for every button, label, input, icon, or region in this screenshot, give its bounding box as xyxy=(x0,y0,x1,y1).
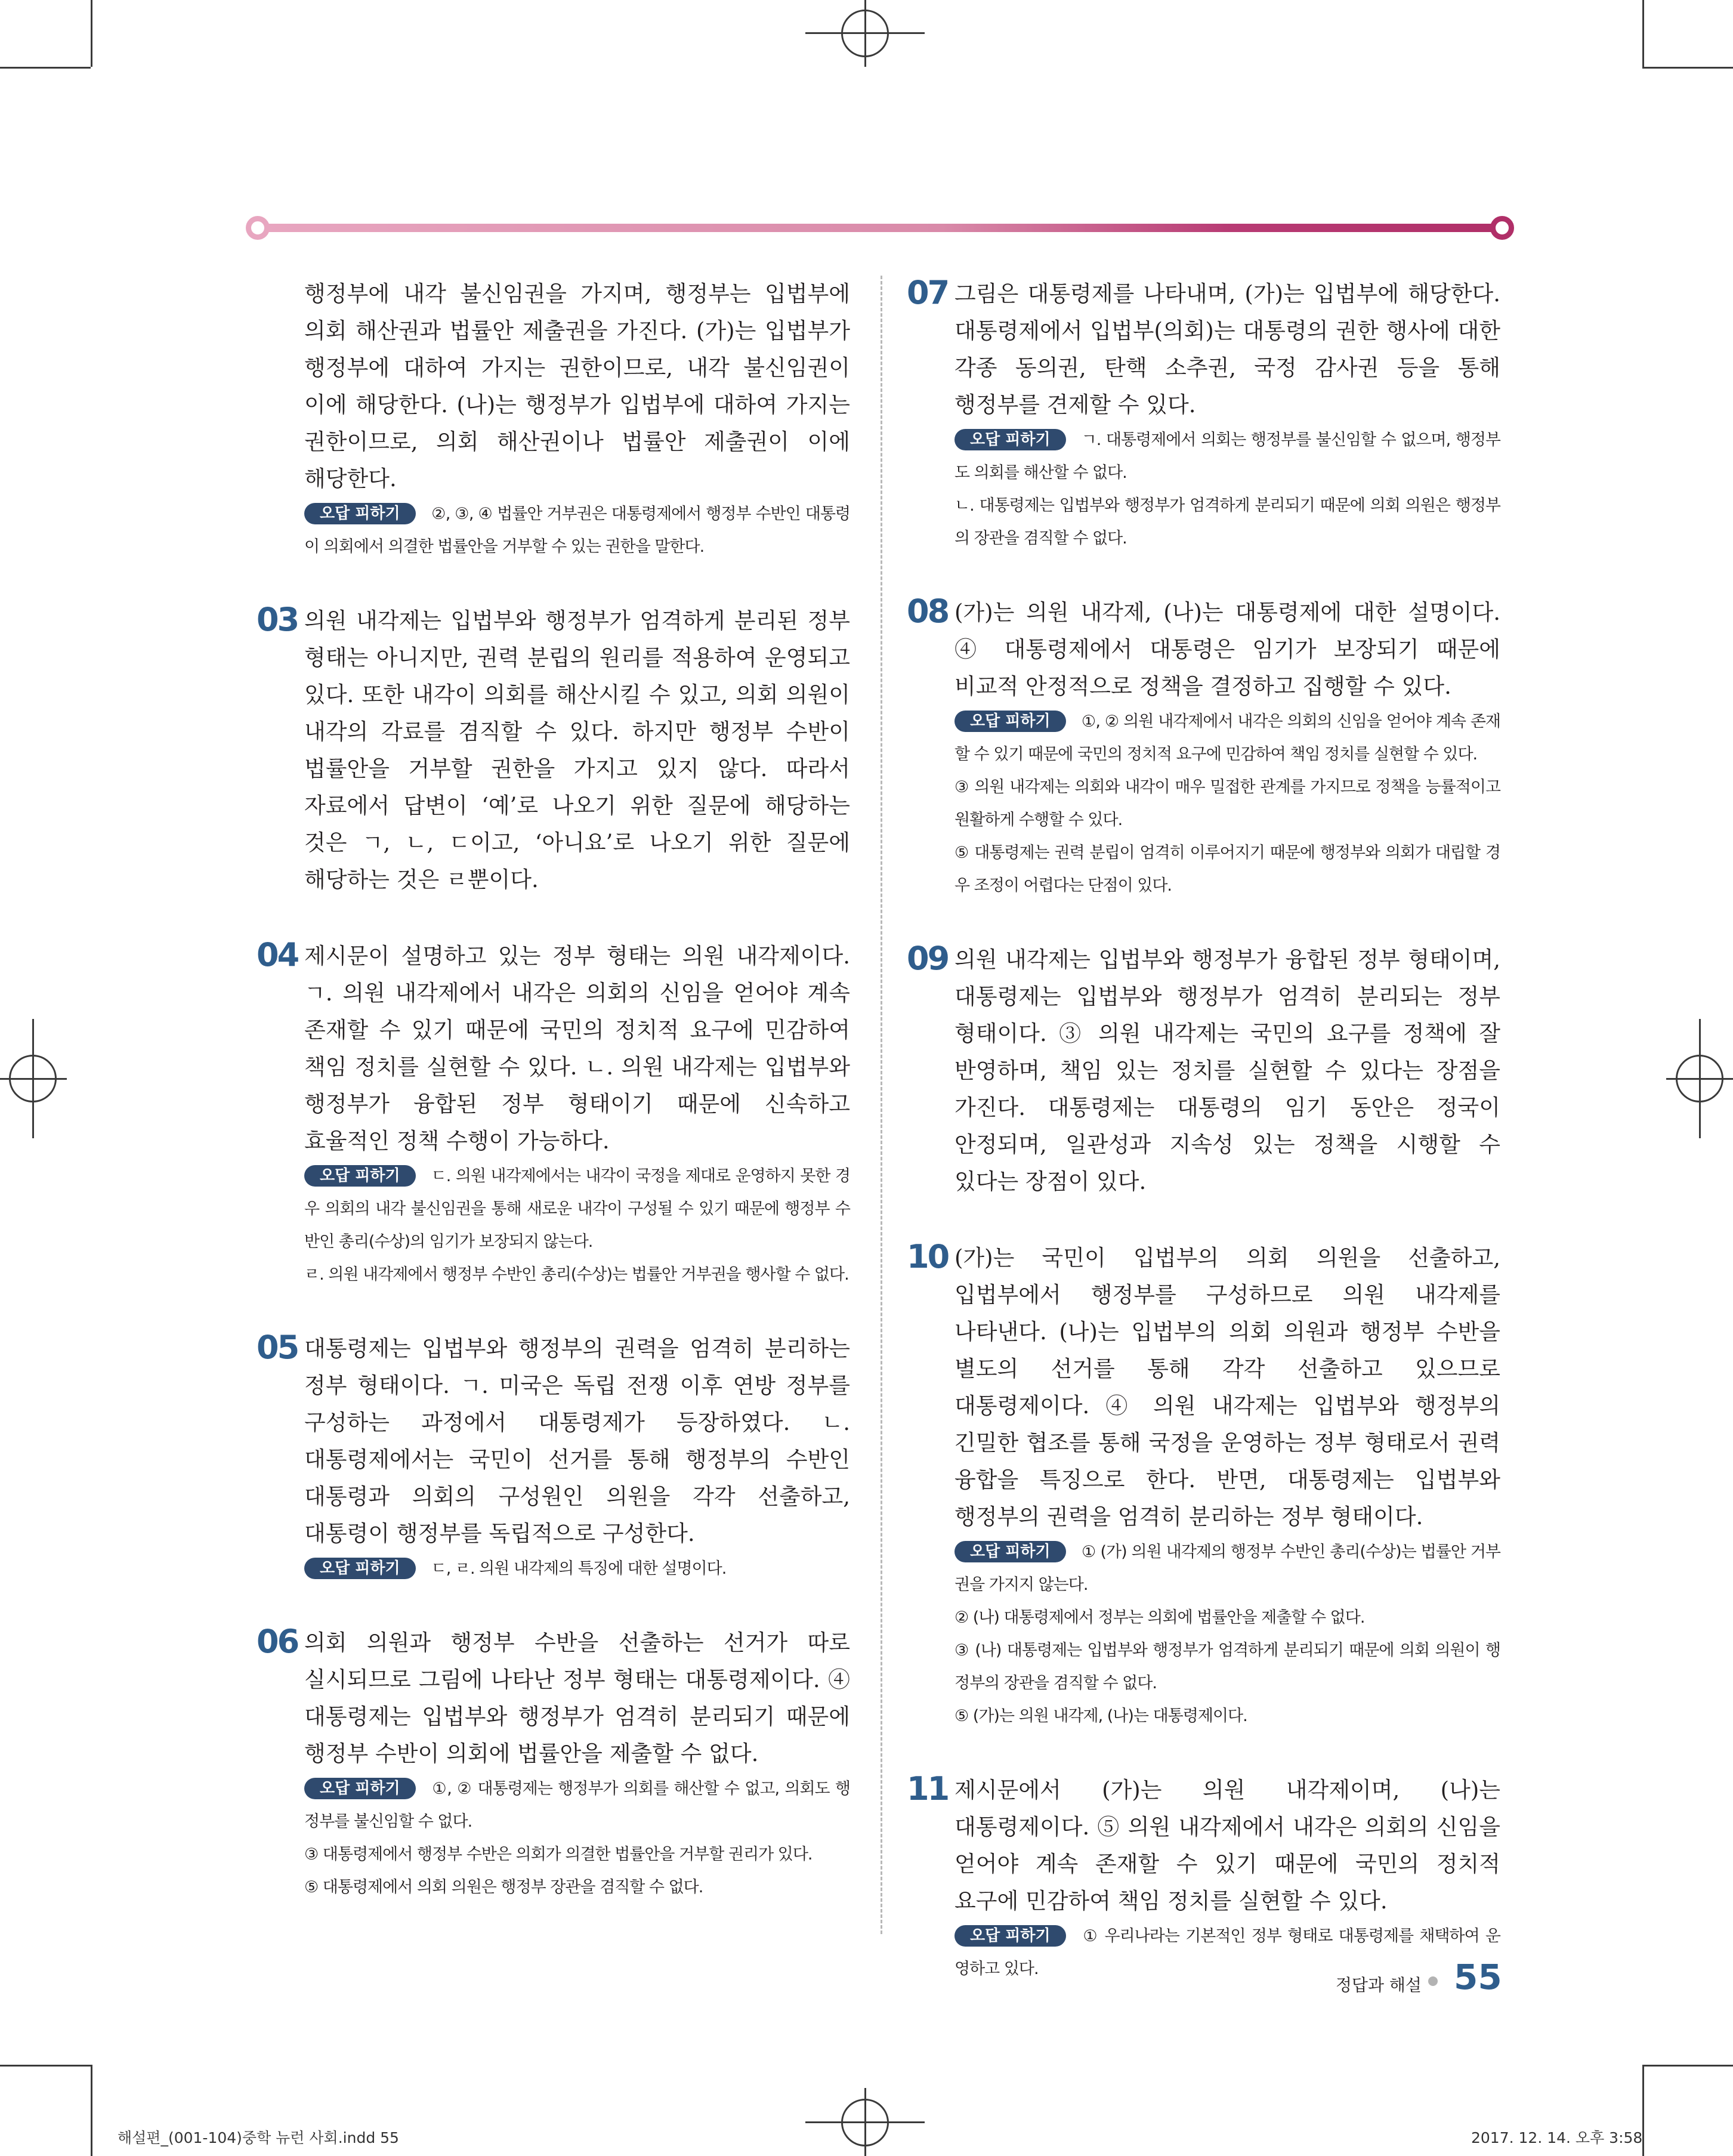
note-text: ① 우리나라는 기본적인 정부 형태로 대통령제를 채택하여 운영하고 있다. xyxy=(954,1927,1500,1978)
answer-explanation: 제시문에서 (가)는 의원 내각제이며, (나)는 대통령제이다. ⑤ 의원 내각제에서 내각은 의회의 신임을 얻어야 계속 존재할 수 있기 때문에 국민의 정치적 요구에 민감하여 책임 정치를 실현할 수 있다. xyxy=(954,1777,1500,1914)
wrong-answer-note-line: ③ 대통령제에서 행정부 수반은 의회가 의결한 법률안을 거부할 권리가 있다. xyxy=(304,1845,813,1864)
note-text: ㄷ. 의원 내각제에서는 내각이 국정을 제대로 운영하지 못한 경우 의회의 내각 불신임권을 통해 새로운 내각이 구성될 수 있기 때문에 행정부 수반인 총리(수상)의 임기가 보장되지 않는다. xyxy=(304,1167,850,1251)
answer-explanation: 의회 의원과 행정부 수반을 선출하는 선거가 따로 실시되므로 그림에 나타난 정부 형태는 대통령제이다. ④ 대통령제는 입법부와 행정부가 엄격히 분리되기 때문에 행정부 수반이 의회에 법률안을 제출할 수 없다. xyxy=(304,1630,850,1766)
note-text: ①, ② 의원 내각제에서 내각은 의회의 신임을 얻어야 계속 존재할 수 있기 때문에 국민의 정치적 요구에 민감하여 책임 정치를 실현할 수 있다. xyxy=(954,712,1500,764)
registration-mark xyxy=(805,2088,925,2156)
wrong-answer-badge: 오답 피하기 xyxy=(954,711,1066,732)
wrong-answer-note-line: ㄴ. 대통령제는 입법부와 행정부가 엄격하게 분리되기 때문에 의회 의원은 행정부의 장관을 겸직할 수 없다. xyxy=(954,496,1500,548)
answer-item-07 xyxy=(907,274,1500,555)
answer-item-10 xyxy=(907,1238,1500,1732)
wrong-answer-note-line: ③ (나) 대통령제는 입법부와 행정부가 엄격하게 분리되기 때문에 의회 의원이 행정부의 장관을 겸직할 수 없다. xyxy=(954,1641,1500,1692)
wrong-answer-badge: 오답 피하기 xyxy=(304,1558,416,1579)
crop-mark xyxy=(1642,67,1733,69)
answer-item-05 xyxy=(257,1329,851,1585)
question-number: 08 xyxy=(907,592,949,630)
print-slug-timestamp: 2017. 12. 14. 오후 3:58 xyxy=(1471,2129,1643,2146)
question-number: 05 xyxy=(257,1329,298,1366)
answer-explanation: 제시문이 설명하고 있는 정부 형태는 의원 내각제이다. ㄱ. 의원 내각제에서 내각은 의회의 신임을 얻어야 계속 존재할 수 있기 때문에 국민의 정치적 요구에 민감하여 책임 정치를 실현할 수 있다. ㄴ. 의원 내각제는 입법부와 행정부가 융합된 정부 형태이기 때문에 신속하고 효율적인 정책 수행이 가능하다. xyxy=(304,943,850,1154)
note-text: ①, ② 대통령제는 행정부가 의회를 해산할 수 없고, 의회도 행정부를 불신임할 수 없다. xyxy=(304,1780,850,1831)
crop-mark xyxy=(0,2065,91,2067)
wrong-answer-note-line: ③ 의원 내각제는 의회와 내각이 매우 밀접한 관계를 가지므로 정책을 능률적이고 원활하게 수행할 수 있다. xyxy=(954,778,1500,829)
wrong-answer-note xyxy=(954,424,1500,489)
wrong-answer-note-line: ㄹ. 의원 내각제에서 행정부 수반인 총리(수상)는 법률안 거부권을 행사할 수 없다. xyxy=(304,1265,849,1284)
left-column xyxy=(257,276,851,1904)
wrong-answer-note xyxy=(304,498,850,563)
answer-explanation: 의원 내각제는 입법부와 행정부가 융합된 정부 형태이며, 대통령제는 입법부와 행정부가 엄격히 분리되는 정부 형태이다. ③ 의원 내각제는 국민의 요구를 정책에 잘 반영하며, 책임 있는 정치를 실현할 수 있다는 장점을 가진다. 대통령제는 대통령의 임기 동안은 정국이 안정되며, 일관성과 지속성 있는 정책을 시행할 수 있다는 장점이 있다. xyxy=(954,947,1501,1194)
question-number: 03 xyxy=(257,601,298,638)
footer-bullet-icon xyxy=(1428,1976,1438,1986)
question-number: 11 xyxy=(907,1770,949,1808)
answer-explanation: (가)는 국민이 입법부의 의회 의원을 선출하고, 입법부에서 행정부를 구성하므로 의원 내각제를 나타낸다. (나)는 입법부의 의회 의원과 행정부 수반을 별도의 선거를 통해 각각 선출하고 있으므로 대통령제이다. ④ 의원 내각제는 입법부와 행정부의 긴밀한 협조를 통해 국정을 운영하는 정부 형태로서 권력 융합을 특징으로 한다. 반면, 대통령제는 입법부와 행정부의 권력을 엄격히 분리하는 정부 형태이다. xyxy=(954,1245,1500,1530)
wrong-answer-badge: 오답 피하기 xyxy=(954,429,1066,450)
footer-section-label: 정답과 해설 xyxy=(1335,1975,1422,1995)
note-text: ㄱ. 대통령제에서 의회는 행정부를 불신임할 수 없으며, 행정부도 의회를 해산할 수 없다. xyxy=(954,431,1500,482)
wrong-answer-note-line: ⑤ (가)는 의원 내각제, (나)는 대통령제이다. xyxy=(954,1707,1247,1725)
answer-item-03 xyxy=(257,601,850,898)
wrong-answer-badge: 오답 피하기 xyxy=(304,1778,416,1799)
answer-item-09 xyxy=(907,940,1501,1200)
crop-mark xyxy=(91,2065,92,2156)
note-text: ㄷ, ㄹ. 의원 내각제의 특징에 대한 설명이다. xyxy=(431,1559,727,1578)
registration-mark xyxy=(1666,1019,1733,1138)
right-column xyxy=(907,274,1501,1985)
note-text: ②, ③, ④ 법률안 거부권은 대통령제에서 행정부 수반인 대통령이 의회에서 의결한 법률안을 거부할 수 있는 권한을 말한다. xyxy=(304,505,850,556)
page-number: 55 xyxy=(1454,1957,1502,1997)
wrong-answer-note xyxy=(304,1160,850,1258)
question-number: 04 xyxy=(257,936,298,974)
question-number: 09 xyxy=(907,940,949,977)
registration-mark xyxy=(0,1019,67,1138)
question-number: 10 xyxy=(907,1238,949,1275)
wrong-answer-note xyxy=(954,705,1500,771)
question-number: 07 xyxy=(907,274,949,311)
wrong-answer-note-line: ⑤ 대통령제는 권력 분립이 엄격히 이루어지기 때문에 행정부와 의회가 대립할 경우 조정이 어렵다는 단점이 있다. xyxy=(954,844,1500,895)
registration-mark xyxy=(805,0,925,67)
answer-item-11 xyxy=(907,1770,1500,1985)
wrong-answer-badge: 오답 피하기 xyxy=(304,1165,416,1187)
crop-mark xyxy=(1642,2065,1733,2067)
wrong-answer-note-line: ⑤ 대통령제에서 의회 의원은 행정부 장관을 겸직할 수 없다. xyxy=(304,1878,703,1896)
wrong-answer-note xyxy=(304,1552,850,1585)
answer-item-04 xyxy=(257,936,850,1291)
header-rule-left-dot xyxy=(246,216,270,240)
wrong-answer-badge: 오답 피하기 xyxy=(954,1925,1066,1947)
answer-explanation: 의원 내각제는 입법부와 행정부가 엄격하게 분리된 정부 형태는 아니지만, 권력 분립의 원리를 적용하여 운영되고 있다. 또한 내각이 의회를 해산시킬 수 있고, 의회 의원이 내각의 각료를 겸직할 수 있다. 하지만 행정부 수반이 법률안을 거부할 권한을 가지고 있지 않다. 따라서 자료에서 답변이 ‘예’로 나오기 위한 질문에 해당하는 것은 ㄱ, ㄴ, ㄷ이고, ‘아니요’로 나오기 위한 질문에 해당하는 것은 ㄹ뿐이다. xyxy=(304,608,850,892)
wrong-answer-note xyxy=(304,1772,850,1838)
wrong-answer-note-line: ② (나) 대통령제에서 정부는 의회에 법률안을 제출할 수 없다. xyxy=(954,1608,1365,1627)
crop-mark xyxy=(91,0,92,67)
answer-item-06 xyxy=(257,1623,850,1904)
answer-explanation: 행정부에 내각 불신임권을 가지며, 행정부는 입법부에 의회 해산권과 법률안 제출권을 가진다. (가)는 입법부가 행정부에 대하여 가지는 권한이므로, 내각 불신임권이 이에 해당한다. (나)는 행정부가 입법부에 대하여 가지는 권한이므로, 의회 해산권이나 법률안 제출권이 이에 해당한다. xyxy=(304,281,850,492)
answer-explanation: (가)는 의원 내각제, (나)는 대통령제에 대한 설명이다. ④ 대통령제에서 대통령은 임기가 보장되기 때문에 비교적 안정적으로 정책을 결정하고 집행할 수 있다. xyxy=(954,600,1500,699)
note-text: ① (가) 의원 내각제의 행정부 수반인 총리(수상)는 법률안 거부권을 가지지 않는다. xyxy=(954,1543,1500,1594)
answer-explanation: 그림은 대통령제를 나타내며, (가)는 입법부에 해당한다. 대통령제에서 입법부(의회)는 대통령의 권한 행사에 대한 각종 동의권, 탄핵 소추권, 국정 감사권 등을 통해 행정부를 견제할 수 있다. xyxy=(954,281,1500,418)
header-rule xyxy=(257,224,1503,232)
crop-mark xyxy=(0,67,91,69)
wrong-answer-badge: 오답 피하기 xyxy=(304,503,416,524)
wrong-answer-note xyxy=(954,1536,1500,1601)
question-number: 06 xyxy=(257,1623,298,1660)
header-rule-right-dot xyxy=(1490,216,1514,240)
answer-explanation: 대통령제는 입법부와 행정부의 권력을 엄격히 분리하는 정부 형태이다. ㄱ. 미국은 독립 전쟁 이후 연방 정부를 구성하는 과정에서 대통령제가 등장하였다. ㄴ. 대통령제에서는 국민이 선거를 통해 행정부의 수반인 대통령과 의회의 구성원인 의원을 각각 선출하고, 대통령이 행정부를 독립적으로 구성한다. xyxy=(304,1336,851,1546)
answer-item-continued xyxy=(304,276,850,563)
answer-item-08 xyxy=(907,592,1500,902)
wrong-answer-badge: 오답 피하기 xyxy=(954,1541,1066,1562)
crop-mark xyxy=(1642,0,1644,67)
crop-mark xyxy=(1642,2065,1644,2156)
print-slug-filename: 해설편_(001-104)중학 뉴런 사회.indd 55 xyxy=(118,2129,399,2146)
column-divider xyxy=(881,276,882,1934)
